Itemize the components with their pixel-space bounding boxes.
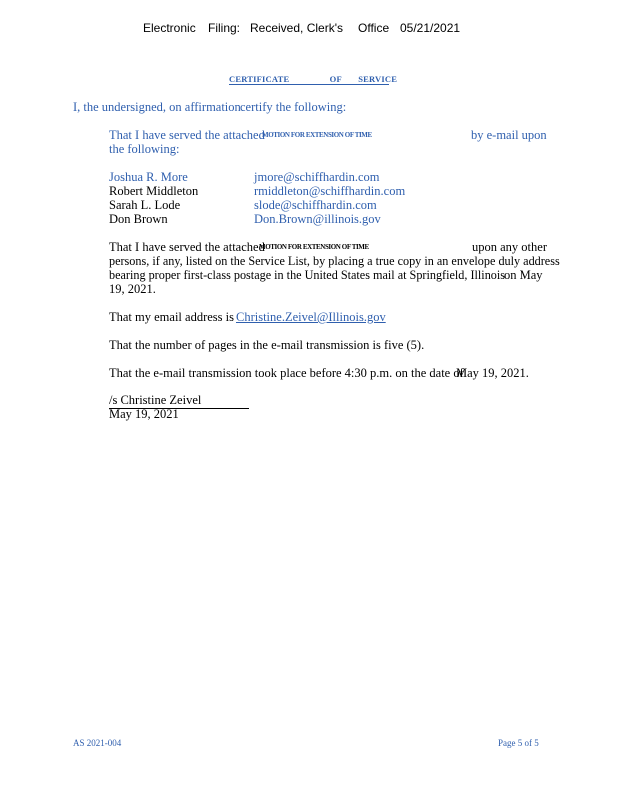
para5-b: May 19, 2021.	[456, 366, 529, 380]
para1-b: by e-mail upon	[471, 128, 547, 142]
para2-line2: persons, if any, listed on the Service List, by placing a true copy in an envelope duly address	[109, 254, 560, 268]
header-office: Office	[358, 21, 390, 35]
certificate-title	[229, 74, 398, 85]
para1-doc-title: MOTION FOR EXTENSION OF TIME	[262, 131, 372, 139]
recipient-name-4: Don Brown	[109, 212, 168, 226]
para5-a: That the e-mail transmission took place before 4:30 p.m. on the date of	[109, 366, 464, 380]
recipient-email-2: rmiddleton@schiffhardin.com	[254, 184, 406, 198]
email-link[interactable]: Christine.Zeivel@Illinois.gov	[236, 310, 386, 324]
certificate-word-2: OF	[329, 74, 342, 84]
recipient-name-3: Sarah L. Lode	[109, 198, 181, 212]
signature-name: /s Christine Zeivel	[109, 393, 249, 409]
intro-b: certify the following:	[240, 100, 347, 114]
signature-date: May 19, 2021	[109, 407, 179, 421]
header-received: Received, Clerk's	[250, 21, 343, 35]
recipient-name-2: Robert Middleton	[109, 184, 199, 198]
header-filing: Filing:	[208, 21, 241, 35]
footer-page-number: Page 5 of 5	[498, 738, 539, 748]
para1-c: the following:	[109, 142, 180, 156]
certificate-word-1: CERTIFICATE	[229, 74, 290, 84]
recipient-email-4: Don.Brown@illinois.gov	[254, 212, 381, 226]
para2-a: That I have served the attached	[109, 240, 265, 254]
header-electronic: Electronic	[143, 21, 196, 35]
para3-a: That my email address is	[109, 310, 234, 324]
para2-doc-title: MOTION FOR EXTENSION OF TIME	[259, 243, 369, 251]
para2-b: upon any other	[472, 240, 547, 254]
para2-line4: 19, 2021.	[109, 282, 156, 296]
intro-a: I, the undersigned, on affirmation	[73, 100, 241, 114]
footer-case-number: AS 2021-004	[73, 738, 122, 748]
header-date: 05/21/2021	[400, 21, 461, 35]
para4: That the number of pages in the e-mail transmission is five (5).	[109, 338, 425, 352]
certificate-word-3: SERVICE	[358, 74, 398, 84]
recipient-email-3: slode@schiffhardin.com	[254, 198, 377, 212]
para1-a: That I have served the attached	[109, 128, 265, 142]
recipient-email-1: jmore@schiffhardin.com	[254, 170, 380, 184]
para2-line3a: bearing proper first-class postage in the United States mail at Springfield, Illinois	[109, 268, 506, 282]
para2-line3b: on May	[504, 268, 543, 282]
recipient-name-1: Joshua R. More	[109, 170, 188, 184]
